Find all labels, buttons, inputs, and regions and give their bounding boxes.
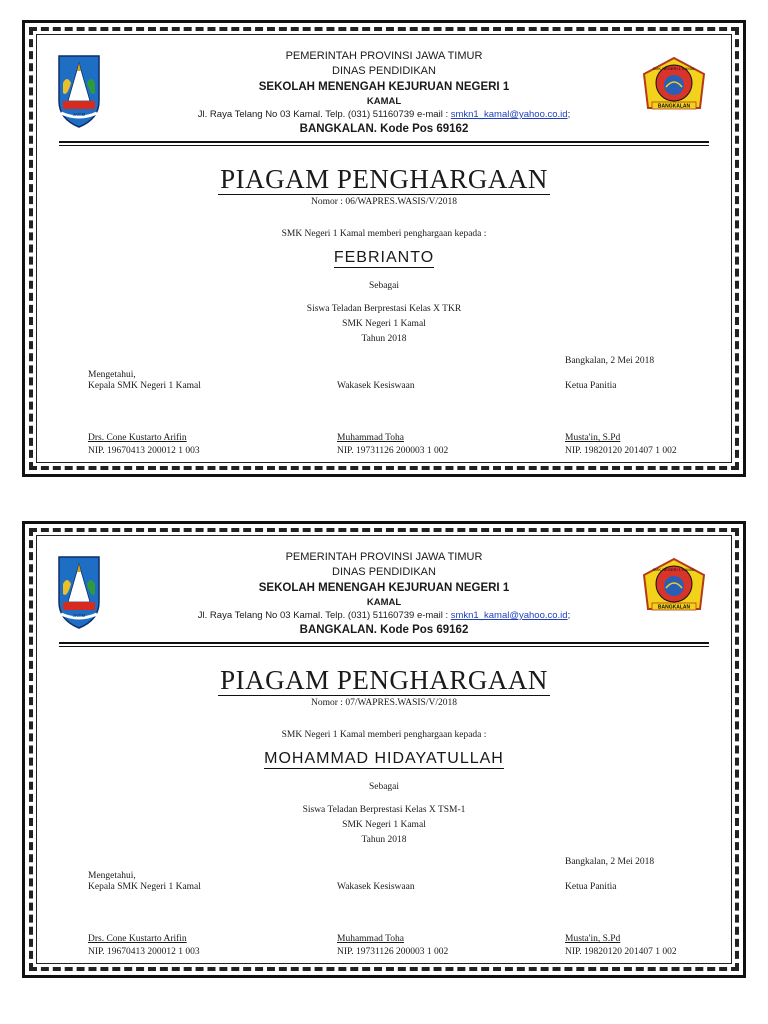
- signer-nip: NIP. 19731126 200003 1 002: [337, 446, 449, 456]
- email-link[interactable]: smkn1_kamal@yahoo.co.id: [450, 610, 568, 621]
- letterhead-address: [25, 108, 743, 121]
- emblem-motto: JATIM: [72, 613, 86, 618]
- signer-nip: NIP. 19820120 201407 1 002: [565, 446, 677, 456]
- recipient-name-text: FEBRIANTO: [333, 249, 435, 266]
- emblem-motto: JATIM: [72, 112, 86, 117]
- signer-role-committee: Ketua Panitia: [565, 381, 617, 391]
- signer-committee: [565, 432, 677, 458]
- acknowledge-label: Mengetahui,: [88, 370, 136, 380]
- place-date: Bangkalan, 2 Mei 2018: [565, 356, 655, 366]
- predicate-line: SMK Negeri 1 Kamal: [342, 319, 426, 329]
- given-statement: SMK Negeri 1 Kamal memberi penghargaan kepada :: [281, 229, 487, 239]
- signer-name: Muhammad Toha: [337, 433, 404, 443]
- header-rule-thick: [59, 141, 709, 143]
- signer-role-committee: Ketua Panitia: [565, 882, 617, 892]
- recipient-name: [25, 249, 743, 267]
- letterhead-government: PEMERINTAH PROVINSI JAWA TIMUR: [285, 50, 483, 62]
- recipient-name: [25, 750, 743, 768]
- as-label: Sebagai: [368, 281, 400, 291]
- signer-name: Musta'in, S.Pd: [565, 934, 621, 944]
- predicate-block: [25, 302, 743, 347]
- letterhead-department: DINAS PENDIDIKAN: [332, 566, 436, 578]
- signer-role-principal: Kepala SMK Negeri 1 Kamal: [88, 381, 201, 391]
- title-text: PIAGAM PENGHARGAAN: [220, 665, 548, 695]
- predicate-line: Siswa Teladan Berprestasi Kelas X TSM-1: [302, 805, 466, 815]
- certificate-2: [22, 521, 746, 978]
- address-text: Jl. Raya Telang No 03 Kamal. Telp. (031) 51160739 e-mail :: [197, 109, 451, 120]
- letterhead-government: PEMERINTAH PROVINSI JAWA TIMUR: [285, 551, 483, 563]
- letterhead-postal: BANGKALAN. Kode Pos 69162: [299, 624, 469, 636]
- certificate-1: [22, 20, 746, 477]
- signer-nip: NIP. 19670413 200012 1 003: [88, 947, 200, 957]
- signer-role-vice: Wakasek Kesiswaan: [337, 882, 415, 892]
- letterhead-postal: BANGKALAN. Kode Pos 69162: [299, 123, 469, 135]
- predicate-line: Tahun 2018: [361, 334, 407, 344]
- email-link[interactable]: smkn1_kamal@yahoo.co.id: [450, 109, 568, 120]
- signer-vice: [337, 432, 448, 458]
- predicate-line: Siswa Teladan Berprestasi Kelas X TKR: [306, 304, 462, 314]
- school-logo-ring-text: SMK NEGERI 1 KAMAL: [652, 66, 696, 71]
- signer-name: Musta'in, S.Pd: [565, 433, 621, 443]
- signer-role-principal: Kepala SMK Negeri 1 Kamal: [88, 882, 201, 892]
- school-logo-ring-text: SMK NEGERI 1 KAMAL: [652, 567, 696, 572]
- address-text: Jl. Raya Telang No 03 Kamal. Telp. (031) 51160739 e-mail :: [197, 610, 451, 621]
- signer-name: Drs. Cone Kustarto Arifin: [88, 433, 187, 443]
- title-text: PIAGAM PENGHARGAAN: [220, 164, 548, 194]
- signer-nip: NIP. 19820120 201407 1 002: [565, 947, 677, 957]
- school-logo-caption: BANGKALAN: [657, 103, 691, 110]
- signer-nip: NIP. 19731126 200003 1 002: [337, 947, 449, 957]
- signer-role-vice: Wakasek Kesiswaan: [337, 381, 415, 391]
- letterhead: [25, 49, 743, 138]
- header-rule-thick: [59, 642, 709, 644]
- header-rule-thin: [59, 646, 709, 647]
- address-end: ;: [567, 109, 571, 120]
- letterhead-department: DINAS PENDIDIKAN: [332, 65, 436, 77]
- letterhead-city: KAMAL: [366, 96, 402, 107]
- letterhead-school: SEKOLAH MENENGAH KEJURUAN NEGERI 1: [258, 81, 510, 93]
- address-end: ;: [567, 610, 571, 621]
- recipient-name-text: MOHAMMAD HIDAYATULLAH: [264, 750, 504, 767]
- letterhead-school: SEKOLAH MENENGAH KEJURUAN NEGERI 1: [258, 582, 510, 594]
- certificate-title: [25, 163, 743, 195]
- predicate-line: Tahun 2018: [361, 835, 407, 845]
- school-logo-caption: BANGKALAN: [657, 604, 691, 611]
- header-rule-thin: [59, 145, 709, 146]
- signer-vice: [337, 933, 448, 959]
- signer-principal: [88, 933, 200, 959]
- certificate-title: [25, 664, 743, 696]
- letterhead-address: [25, 609, 743, 622]
- signer-name: Drs. Cone Kustarto Arifin: [88, 934, 187, 944]
- predicate-line: SMK Negeri 1 Kamal: [342, 820, 426, 830]
- certificate-number: Nomor : 06/WAPRES.WASIS/V/2018: [311, 197, 457, 207]
- signer-nip: NIP. 19670413 200012 1 003: [88, 446, 200, 456]
- as-label: Sebagai: [368, 782, 400, 792]
- predicate-block: [25, 803, 743, 848]
- signer-committee: [565, 933, 677, 959]
- place-date: Bangkalan, 2 Mei 2018: [565, 857, 655, 867]
- acknowledge-label: Mengetahui,: [88, 871, 136, 881]
- given-statement: SMK Negeri 1 Kamal memberi penghargaan kepada :: [281, 730, 487, 740]
- letterhead-city: KAMAL: [366, 597, 402, 608]
- signer-name: Muhammad Toha: [337, 934, 404, 944]
- signer-principal: [88, 432, 200, 458]
- certificate-number: Nomor : 07/WAPRES.WASIS/V/2018: [311, 698, 457, 708]
- letterhead: [25, 550, 743, 639]
